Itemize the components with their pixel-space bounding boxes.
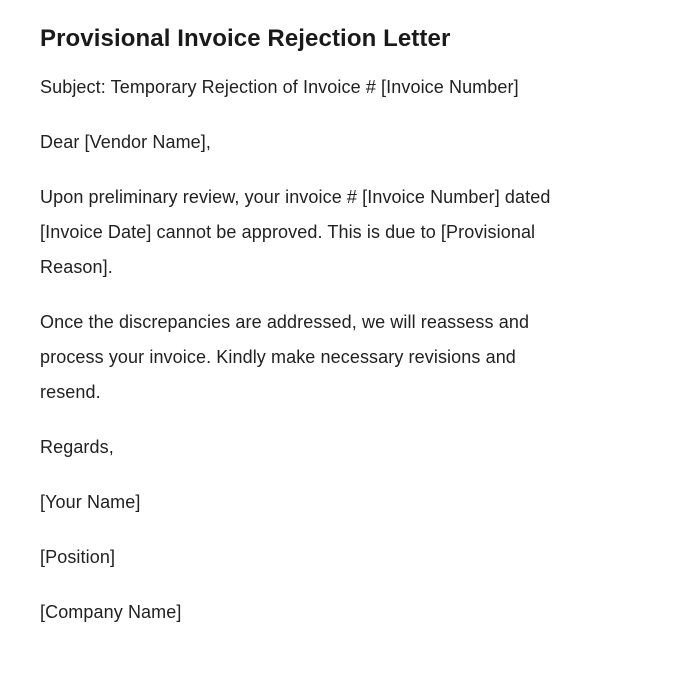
- paragraph-line: Upon preliminary review, your invoice # [Invoice Number] dated: [40, 187, 551, 207]
- sender-company: [Company Name]: [40, 602, 182, 622]
- paragraph-line: resend.: [40, 382, 101, 402]
- letter-document: [0, 22, 700, 630]
- paragraph-line: Reason].: [40, 257, 113, 277]
- sender-position: [Position]: [40, 547, 116, 567]
- body-paragraph-2: [40, 305, 660, 410]
- page-title: Provisional Invoice Rejection Letter: [40, 25, 451, 52]
- paragraph-line: process your invoice. Kindly make necessary revisions and: [40, 347, 516, 367]
- sender-name: [Your Name]: [40, 492, 141, 512]
- salutation: Dear [Vendor Name],: [40, 132, 211, 152]
- paragraph-line: [Invoice Date] cannot be approved. This is due to [Provisional: [40, 222, 536, 242]
- closing: Regards,: [40, 437, 114, 457]
- body-paragraph-1: [40, 180, 660, 285]
- paragraph-line: Once the discrepancies are addressed, we will reassess and: [40, 312, 530, 332]
- subject-line: Subject: Temporary Rejection of Invoice # [Invoice Number]: [40, 77, 519, 97]
